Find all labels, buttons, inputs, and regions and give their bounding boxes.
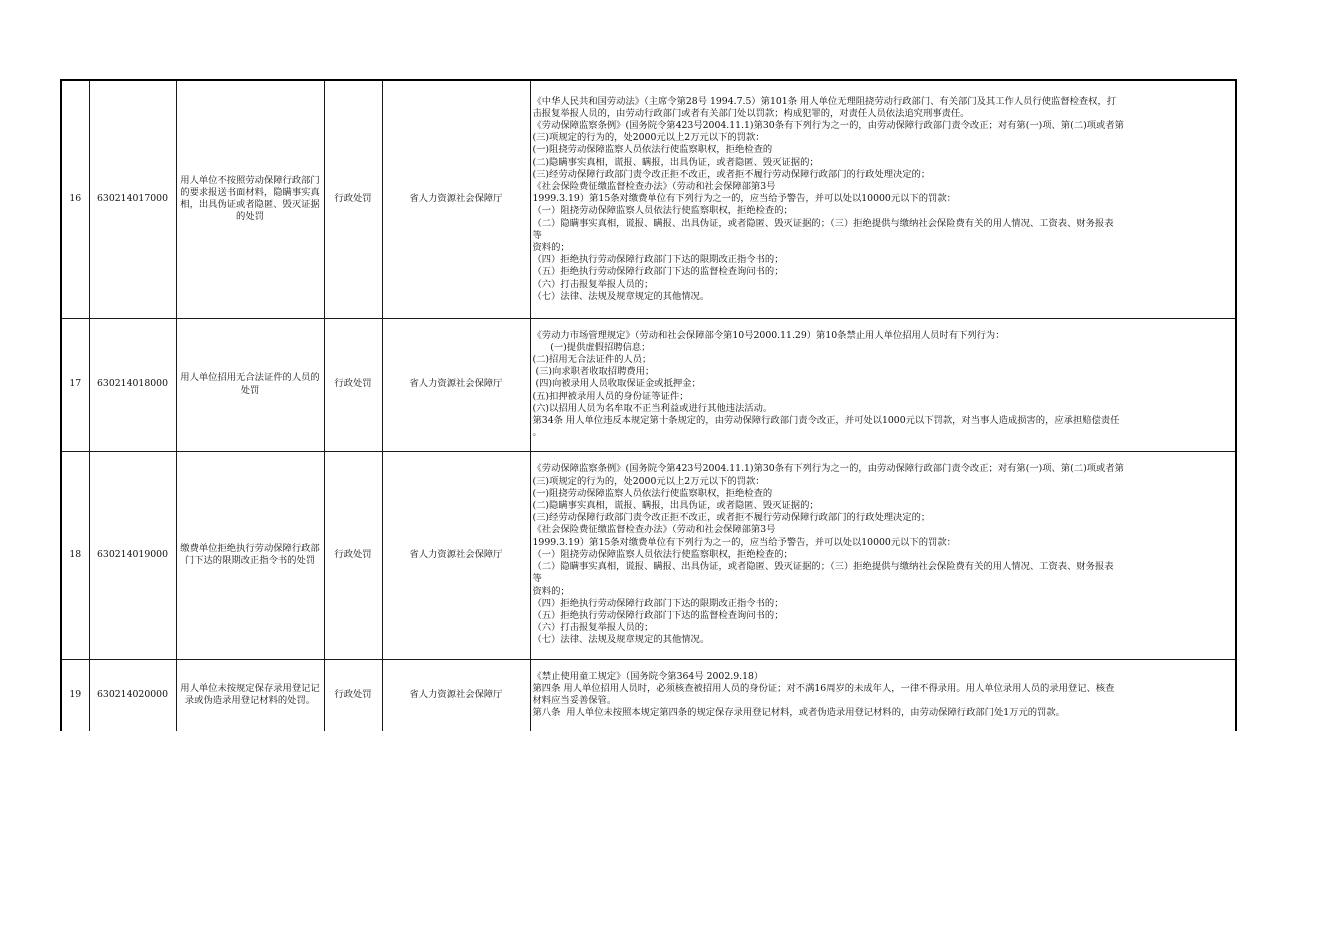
penalty-type-cell: 行政处罚	[324, 659, 382, 731]
table-row	[61, 80, 1236, 318]
legal-basis-line: 1999.3.19）第15条对缴费单位有下列行为之一的，应当给予警告，并可以处以10000元以下的罚款：	[532, 536, 956, 548]
legal-basis-line: 资料的；	[532, 241, 570, 253]
legal-basis-line: （二）隐瞒事实真相，谎报、瞒报、出具伪证，或者隐匿、毁灭证据的；（三）拒绝提供与缴纳社会保险费有关的用人情况、工资表、财务报表	[532, 561, 1114, 573]
legal-basis-line: （一）阻挠劳动保障监察人员依法行使监察职权，拒绝检查的；	[532, 548, 793, 560]
legal-basis-line: 等	[532, 573, 542, 585]
department-cell: 省人力资源社会保障厅	[382, 451, 530, 659]
item-name-cell: 用人单位不按照劳动保障行政部门的要求报送书面材料，隐瞒事实真相，出具伪证或者隐匿、毁灭证据的处罚	[176, 80, 324, 318]
legal-basis-line: （四）拒绝执行劳动保障行政部门下达的限期改正指令书的；	[532, 597, 784, 609]
legal-basis-line: （五）拒绝执行劳动保障行政部门下达的监督检查询问书的；	[532, 266, 784, 278]
legal-basis-cell	[530, 80, 1236, 318]
table-row	[61, 451, 1236, 659]
legal-basis-line: 《社会保险费征缴监督检查办法》（劳动和社会保障部第3号	[532, 180, 776, 192]
item-code-cell: 630214018000	[89, 318, 176, 451]
legal-basis-line: 《劳动保障监察条例》(国务院令第423号2004.11.1)第30条有下列行为之一的，由劳动保障行政部门责令改正；对有第(一)项、第(二)项或者第	[532, 119, 1124, 131]
legal-basis-line: 《劳动保障监察条例》(国务院令第423号2004.11.1)第30条有下列行为之一的，由劳动保障行政部门责令改正；对有第(一)项、第(二)项或者第	[532, 463, 1124, 475]
legal-basis-line: 击报复举报人员的，由劳动行政部门或者有关部门处以罚款；构成犯罪的，对责任人员依法追究刑事责任。	[532, 107, 970, 119]
legal-basis-line: 第34条 用人单位违反本规定第十条规定的，由劳动保障行政部门责令改正，并可处以1000元以下罚款，对当事人造成损害的，应承担赔偿责任	[532, 415, 1120, 426]
legal-basis-line: (一)阻挠劳动保障监察人员依法行使监察职权，拒绝检查的	[532, 144, 773, 156]
legal-basis-line: (三)经劳动保障行政部门责令改正拒不改正，或者拒不履行劳动保障行政部门的行政处理决定的；	[532, 512, 931, 524]
department-cell: 省人力资源社会保障厅	[382, 659, 530, 731]
legal-basis-line: （六）打击报复举报人员的；	[532, 278, 654, 290]
legal-basis-line: (三)项规定的行为的，处2000元以上2万元以下的罚款：	[532, 475, 765, 487]
legal-basis-line: (五)扣押被录用人员的身份证等证件；	[532, 390, 689, 402]
legal-basis-line: （一）阻挠劳动保障监察人员依法行使监察职权，拒绝检查的；	[532, 205, 793, 217]
regulation-table	[60, 79, 1237, 731]
penalty-type-cell: 行政处罚	[324, 451, 382, 659]
legal-basis-line: 1999.3.19）第15条对缴费单位有下列行为之一的，应当给予警告，并可以处以10000元以下的罚款：	[532, 193, 956, 205]
legal-basis-line: 。	[532, 427, 542, 439]
item-code-cell: 630214017000	[89, 80, 176, 318]
legal-basis-line: 材料应当妥善保管。	[532, 695, 617, 707]
legal-basis-line: 第八条 用人单位未按照本规定第四条的规定保存录用登记材料，或者伪造录用登记材料的，由劳动保障行政部门处1万元的罚款。	[532, 707, 1065, 719]
legal-basis-line: （五）拒绝执行劳动保障行政部门下达的监督检查询问书的；	[532, 609, 784, 621]
row-number-cell: 17	[61, 318, 89, 451]
legal-basis-line: 《中华人民共和国劳动法》（主席令第28号 1994.7.5）第101条 用人单位无理阻挠劳动行政部门、有关部门及其工作人员行使监督检查权，打	[532, 95, 1117, 107]
item-name-cell: 缴费单位拒绝执行劳动保障行政部门下达的限期改正指令书的处罚	[176, 451, 324, 659]
table-row	[61, 659, 1236, 731]
legal-basis-line: （七）法律、法规及规章规定的其他情况。	[532, 634, 710, 646]
row-number-cell: 18	[61, 451, 89, 659]
legal-basis-line: 《社会保险费征缴监督检查办法》（劳动和社会保障部第3号	[532, 524, 776, 536]
row-number-cell: 19	[61, 659, 89, 731]
legal-basis-line: 第四条 用人单位招用人员时，必须核查被招用人员的身份证；对不满16周岁的未成年人，一律不得录用。用人单位录用人员的录用登记、核查	[532, 683, 1115, 695]
item-code-cell: 630214019000	[89, 451, 176, 659]
legal-basis-line: （六）打击报复举报人员的；	[532, 622, 654, 634]
legal-basis-line: (四)向被录用人员收取保证金或抵押金；	[532, 378, 701, 390]
penalty-type-cell: 行政处罚	[324, 80, 382, 318]
legal-basis-cell	[530, 451, 1236, 659]
legal-basis-line: (二)招用无合法证件的人员；	[532, 353, 652, 365]
legal-basis-line: 《禁止使用童工规定》（国务院令第364号 2002.9.18）	[532, 670, 764, 682]
legal-basis-cell	[530, 659, 1236, 731]
legal-basis-line: (三)向求职者收取招聘费用；	[532, 366, 655, 378]
legal-basis-line: (一)阻挠劳动保障监察人员依法行使监察职权，拒绝检查的	[532, 487, 773, 499]
legal-basis-line: (三)经劳动保障行政部门责令改正拒不改正，或者拒不履行劳动保障行政部门的行政处理决定的；	[532, 168, 931, 180]
department-cell: 省人力资源社会保障厅	[382, 80, 530, 318]
table-row	[61, 318, 1236, 451]
legal-basis-line: (二)隐瞒事实真相，谎报、瞒报，出具伪证，或者隐匿、毁灭证据的；	[532, 500, 819, 512]
row-number-cell: 16	[61, 80, 89, 318]
department-cell: 省人力资源社会保障厅	[382, 318, 530, 451]
legal-basis-line: 资料的；	[532, 585, 570, 597]
table-body	[61, 80, 1236, 731]
legal-basis-line: (一)提供虚假招聘信息；	[532, 341, 651, 353]
legal-basis-line: (二)隐瞒事实真相，谎报、瞒报，出具伪证，或者隐匿、毁灭证据的；	[532, 156, 819, 168]
legal-basis-line: 《劳动力市场管理规定》（劳动和社会保障部令第10号2000.11.29）第10条禁止用人单位招用人员时有下列行为：	[532, 329, 1005, 341]
legal-basis-line: （四）拒绝执行劳动保障行政部门下达的限期改正指令书的；	[532, 254, 784, 266]
legal-basis-line: 等	[532, 229, 542, 241]
penalty-type-cell: 行政处罚	[324, 318, 382, 451]
legal-basis-cell	[530, 318, 1236, 451]
legal-basis-line: (三)项规定的行为的，处2000元以上2万元以下的罚款：	[532, 132, 765, 144]
item-name-cell: 用人单位招用无合法证件的人员的处罚	[176, 318, 324, 451]
item-code-cell: 630214020000	[89, 659, 176, 731]
legal-basis-line: （七）法律、法规及规章规定的其他情况。	[532, 290, 710, 302]
item-name-cell: 用人单位未按规定保存录用登记记录或伪造录用登记材料的处罚。	[176, 659, 324, 731]
legal-basis-line: （二）隐瞒事实真相，谎报、瞒报、出具伪证，或者隐匿、毁灭证据的；（三）拒绝提供与缴纳社会保险费有关的用人情况、工资表、财务报表	[532, 217, 1114, 229]
legal-basis-line: (六)以招用人员为名牟取不正当利益或进行其他违法活动。	[532, 402, 773, 414]
